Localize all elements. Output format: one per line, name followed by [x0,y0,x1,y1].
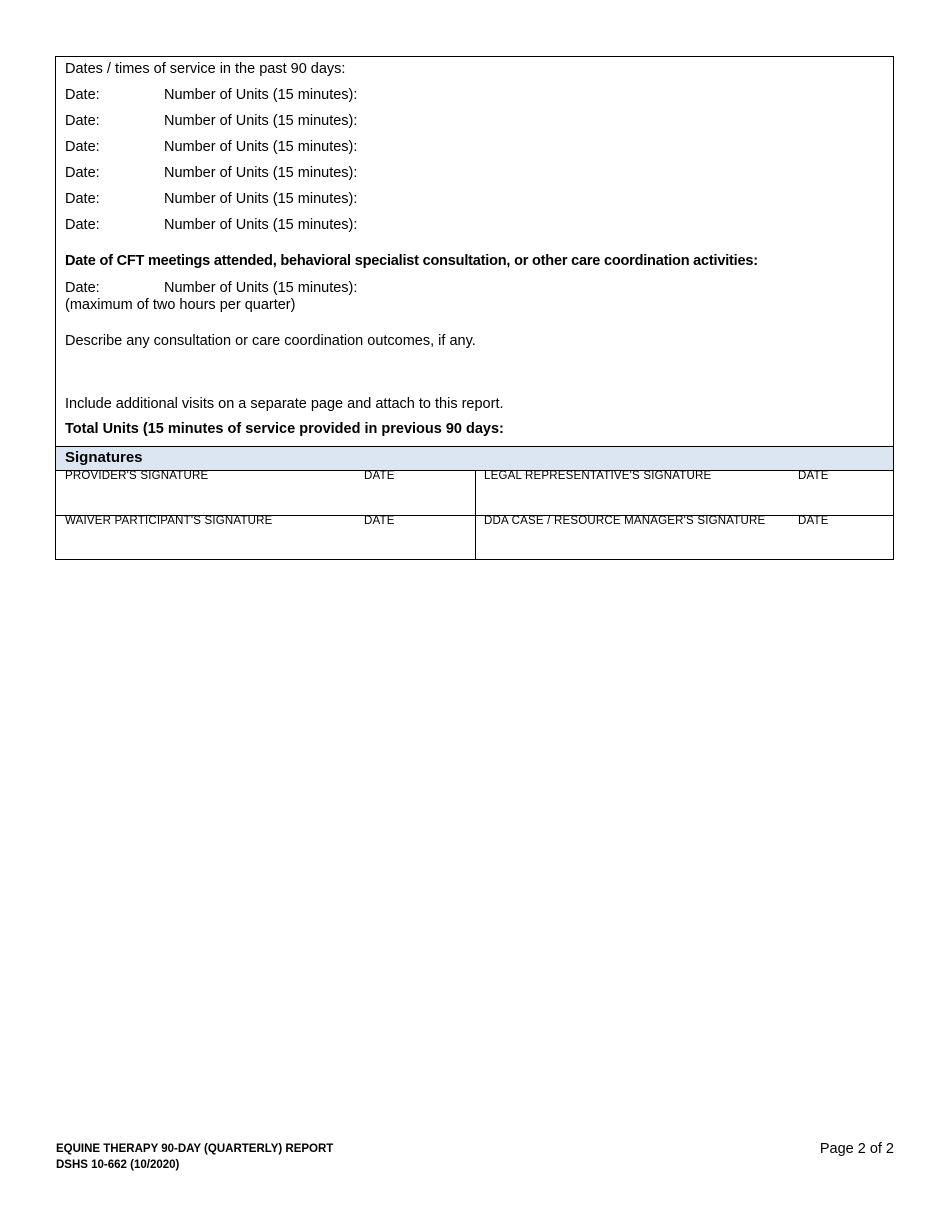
total-units-label[interactable]: Total Units (15 minutes of service provided in previous 90 days: [65,421,504,437]
units-label: Number of Units (15 minutes): [164,217,358,233]
dda-manager-signature-field[interactable]: DDA CASE / RESOURCE MANAGER'S SIGNATURE [484,515,766,527]
legal-rep-signature-field[interactable]: LEGAL REPRESENTATIVE'S SIGNATURE [484,470,712,482]
date-label: Date: [65,191,100,207]
date-label: Date: [65,113,100,129]
provider-signature-field[interactable]: PROVIDER'S SIGNATURE [65,470,209,482]
cft-heading: Date of CFT meetings attended, behavioral specialist consultation, or other care coordination activities: [65,253,758,269]
date-label: Date: [65,280,100,296]
legal-rep-date-field[interactable]: DATE [798,470,829,482]
date-label: Date: [65,165,100,181]
signatures-header [56,446,893,471]
dda-manager-date-field[interactable]: DATE [798,515,829,527]
units-label: Number of Units (15 minutes): [164,139,358,155]
units-label: Number of Units (15 minutes): [164,165,358,181]
waiver-participant-signature-field[interactable]: WAIVER PARTICIPANT'S SIGNATURE [65,515,273,527]
divider [475,471,476,560]
form-code: DSHS 10-662 (10/2020) [56,1159,180,1171]
signatures-heading: Signatures [65,449,143,466]
date-label: Date: [65,217,100,233]
date-label: Date: [65,87,100,103]
units-label: Number of Units (15 minutes): [164,280,358,296]
units-label: Number of Units (15 minutes): [164,87,358,103]
form-title: EQUINE THERAPY 90-DAY (QUARTERLY) REPORT [56,1143,334,1155]
cft-note: (maximum of two hours per quarter) [65,297,296,313]
provider-date-field[interactable]: DATE [364,470,395,482]
outcomes-prompt[interactable]: Describe any consultation or care coordination outcomes, if any. [65,333,476,349]
units-label: Number of Units (15 minutes): [164,191,358,207]
report-form [55,56,894,560]
page-number: Page 2 of 2 [819,1141,894,1157]
units-label: Number of Units (15 minutes): [164,113,358,129]
date-label: Date: [65,139,100,155]
waiver-participant-date-field[interactable]: DATE [364,515,395,527]
additional-visits-note: Include additional visits on a separate page and attach to this report. [65,396,504,412]
service-dates-heading: Dates / times of service in the past 90 days: [65,61,346,77]
